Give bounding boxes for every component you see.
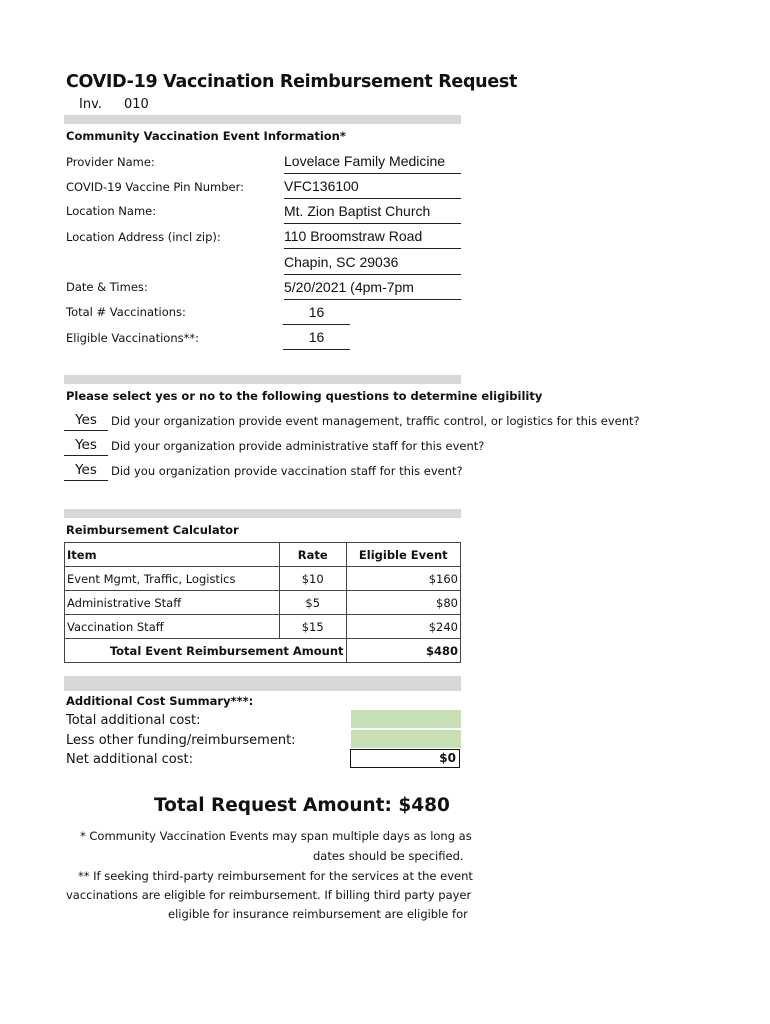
total-vaccinations-field[interactable]: 16: [283, 304, 350, 325]
table-row: [65, 567, 461, 591]
row-item: Event Mgmt, Traffic, Logistics: [65, 567, 280, 591]
section-divider: [64, 115, 461, 124]
total-additional-cost-input[interactable]: [351, 710, 461, 728]
row-item: Vaccination Staff: [65, 615, 280, 639]
location-address-label: Location Address (incl zip):: [66, 230, 221, 244]
reimbursement-table: [64, 542, 461, 663]
table-row: [65, 591, 461, 615]
location-name-label: Location Name:: [66, 204, 157, 218]
pin-number-label: COVID-19 Vaccine Pin Number:: [66, 180, 245, 194]
total-request-amount: Total Request Amount: $480: [154, 795, 450, 816]
less-funding-label: Less other funding/reimbursement:: [66, 733, 296, 748]
total-additional-cost-label: Total additional cost:: [66, 713, 201, 728]
answer-select-vaccination-staff[interactable]: Yes: [64, 462, 108, 481]
date-times-field[interactable]: 5/20/2021 (4pm-7pm: [284, 279, 461, 300]
table-header-row: [65, 543, 461, 567]
footnote-1-line-1: * Community Vaccination Events may span multiple days as long as: [80, 829, 472, 843]
section-divider: [64, 676, 461, 691]
total-label: Total Event Reimbursement Amount: [65, 639, 347, 663]
footnote-1-line-2: dates should be specified.: [313, 849, 464, 863]
answer-select-event-mgmt[interactable]: Yes: [64, 412, 108, 431]
calculator-heading: Reimbursement Calculator: [66, 523, 239, 537]
table-row: [65, 615, 461, 639]
total-row: [65, 639, 461, 663]
footnote-2-line-1: ** If seeking third-party reimbursement for the services at the event: [78, 869, 473, 883]
question-vaccination-staff: Did you organization provide vaccination staff for this event?: [111, 464, 463, 478]
provider-name-label: Provider Name:: [66, 155, 155, 169]
footnote-2-line-3: eligible for insurance reimbursement are eligible for: [168, 907, 468, 921]
page-title: COVID-19 Vaccination Reimbursement Request: [66, 72, 518, 92]
column-header-rate: Rate: [279, 543, 346, 567]
total-value: $480: [346, 639, 460, 663]
row-amount: $80: [346, 591, 460, 615]
column-header-eligible: Eligible Event: [346, 543, 460, 567]
additional-cost-heading: Additional Cost Summary***:: [66, 694, 254, 708]
footnote-2-line-2: vaccinations are eligible for reimbursement. If billing third party payer: [66, 888, 472, 902]
invoice-number: 010: [124, 97, 149, 112]
location-city-field[interactable]: Chapin, SC 29036: [284, 254, 461, 275]
question-admin-staff: Did your organization provide administrative staff for this event?: [111, 439, 485, 453]
row-rate: $10: [279, 567, 346, 591]
net-additional-cost-value: $0: [350, 749, 460, 768]
pin-number-field[interactable]: VFC136100: [284, 178, 461, 199]
row-rate: $5: [279, 591, 346, 615]
section-divider: [64, 375, 461, 384]
column-header-item: Item: [65, 543, 280, 567]
invoice-label: Inv.: [79, 97, 102, 112]
date-times-label: Date & Times:: [66, 280, 148, 294]
row-amount: $240: [346, 615, 460, 639]
event-info-heading: Community Vaccination Event Information*: [66, 129, 346, 143]
less-funding-input[interactable]: [351, 730, 461, 748]
eligibility-heading: Please select yes or no to the following questions to determine eligibility: [66, 389, 543, 403]
location-name-field[interactable]: Mt. Zion Baptist Church: [284, 203, 461, 224]
eligible-vaccinations-field[interactable]: 16: [283, 329, 350, 350]
row-amount: $160: [346, 567, 460, 591]
row-item: Administrative Staff: [65, 591, 280, 615]
location-address-field[interactable]: 110 Broomstraw Road: [284, 228, 461, 249]
row-rate: $15: [279, 615, 346, 639]
net-additional-cost-label: Net additional cost:: [66, 752, 193, 767]
total-vaccinations-label: Total # Vaccinations:: [66, 305, 186, 319]
eligible-vaccinations-label: Eligible Vaccinations**:: [66, 331, 199, 345]
answer-select-admin-staff[interactable]: Yes: [64, 437, 108, 456]
provider-name-field[interactable]: Lovelace Family Medicine: [284, 153, 461, 174]
section-divider: [64, 509, 461, 518]
question-event-mgmt: Did your organization provide event management, traffic control, or logistics for this event?: [111, 414, 640, 428]
